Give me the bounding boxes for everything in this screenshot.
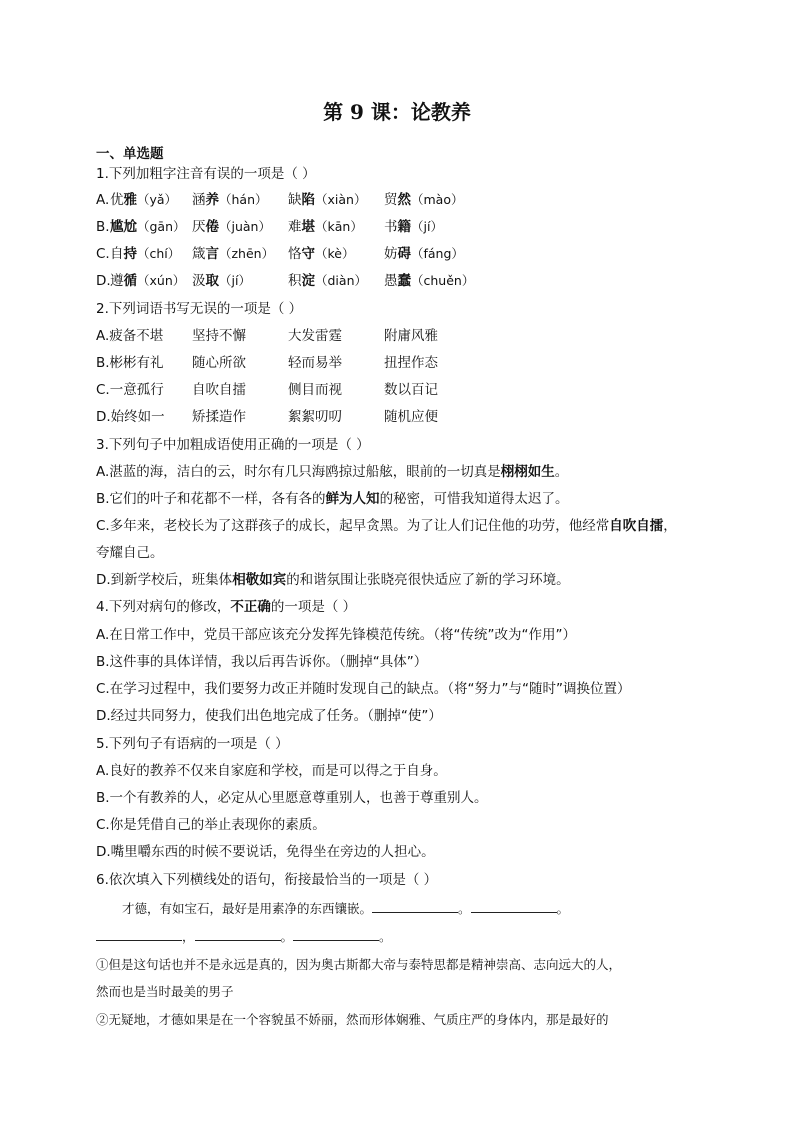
word-item: 随心所欲 (192, 355, 246, 371)
pinyin-text: （chuěn） (411, 273, 475, 288)
word-item: 扭捏作态 (384, 355, 438, 371)
question-3-option-a (96, 463, 568, 481)
pinyin-text: （jí） (219, 273, 251, 288)
pinyin-item (110, 218, 186, 236)
word-item: 随机应便 (384, 409, 438, 425)
page-title: 第 9 课：论教养 (323, 100, 471, 124)
question-4-stem (96, 598, 356, 616)
option-text: 。 (554, 464, 569, 480)
option-label: B. (96, 219, 110, 235)
char-text: 涵 (192, 192, 206, 208)
bold-char: 守 (301, 246, 315, 262)
bold-char: 淀 (301, 273, 315, 289)
pinyin-item (110, 191, 177, 209)
bold-char: 言 (205, 246, 219, 262)
bold-char: 雅 (123, 192, 137, 208)
bold-idiom: 自吹自擂 (609, 518, 664, 534)
bold-char: 蠢 (397, 273, 411, 289)
question-4-option-b: B.这件事的具体详情，我以后再告诉你。（删掉“具体”） (96, 654, 428, 670)
pinyin-text: （juàn） (219, 219, 271, 234)
option-text: C.多年来，老校长为了这群孩子的成长，起早贪黑。为了让人们记住他的功劳，他经常 (96, 518, 610, 534)
word-item: 数以百记 (384, 382, 438, 398)
bold-idiom: 鲜为人知 (325, 491, 380, 507)
option-text: ， (663, 518, 677, 534)
pinyin-item (192, 272, 251, 290)
fill-blank (372, 901, 458, 913)
char-text: 厌 (192, 219, 206, 235)
question-3-option-b (96, 490, 569, 508)
question-5-option-a: A.良好的教养不仅来自家庭和学校，而是可以得之于自身。 (96, 763, 447, 779)
pinyin-item (192, 218, 271, 236)
section-heading: 一、单选题 (96, 146, 164, 162)
bold-char: 倦 (205, 219, 219, 235)
char-text: 尴尬 (110, 219, 137, 235)
question-3-option-d (96, 571, 570, 589)
bold-idiom: 栩栩如生 (500, 464, 555, 480)
bold-char: 然 (397, 192, 411, 208)
stem-text: 4.下列对病句的修改， (96, 599, 231, 615)
word-item: 絮絮叨叨 (288, 409, 342, 425)
pinyin-item (192, 245, 274, 263)
bold-keyword: 不正确 (230, 599, 271, 615)
pinyin-item (288, 272, 367, 290)
pinyin-item (110, 272, 185, 290)
pinyin-text: （mào） (411, 192, 464, 207)
fill-blank (471, 901, 557, 913)
pinyin-text: （diàn） (315, 273, 367, 288)
char-text: 优 (110, 192, 124, 208)
option-text: 的秘密，可惜我知道得太迟了。 (379, 491, 569, 507)
pinyin-text: （kè） (315, 246, 355, 261)
word-item: 大发雷霆 (288, 328, 342, 344)
pinyin-text: （jí） (411, 219, 443, 234)
question-1-stem: 1.下列加粗字注音有误的一项是（ ） (96, 166, 316, 182)
option-label: C. (96, 246, 110, 262)
stem-text: 的一项是（ ） (270, 599, 357, 615)
bold-char: 养 (205, 192, 219, 208)
option-text: 的和谐氛围让张晓亮很快适应了新的学习环境。 (286, 572, 570, 588)
word-item: 自吹自擂 (192, 382, 246, 398)
fill-blank (96, 929, 182, 941)
word-item: 轻而易举 (288, 355, 342, 371)
option-text: D.到新学校后，班集体 (96, 572, 233, 588)
question-6-item-1: ①但是这句话也并不是永远是真的，因为奥古斯都大帝与泰特思都是精神崇高、志向远大的人， (96, 957, 622, 972)
pinyin-text: （xiàn） (315, 192, 367, 207)
bold-char: 堪 (301, 219, 315, 235)
pinyin-item (384, 218, 443, 236)
bold-char: 持 (123, 246, 137, 262)
bold-idiom: 相敬如宾 (232, 572, 287, 588)
option-label: A. (96, 192, 110, 208)
char-text: 积 (288, 273, 302, 289)
question-6-stem: 6.依次填入下列横线处的语句，衔接最恰当的一项是（ ） (96, 872, 438, 888)
char-text: 妨 (384, 246, 398, 262)
fill-blank (195, 929, 281, 941)
char-text: 恪 (288, 246, 302, 262)
char-text: 汲 (192, 273, 206, 289)
question-5-stem: 5.下列句子有语病的一项是（ ） (96, 736, 289, 752)
pinyin-item (288, 218, 363, 236)
word-item: D.始终如一 (96, 409, 165, 425)
question-4-option-d: D.经过共同努力，使我们出色地完成了任务。（删掉“使”） (96, 708, 442, 724)
pinyin-item (192, 191, 268, 209)
option-label: D. (96, 273, 111, 289)
word-item: 矫揉造作 (192, 409, 246, 425)
word-item: 附庸风雅 (384, 328, 438, 344)
option-text: B.它们的叶子和花都不一样，各有各的 (96, 491, 326, 507)
question-4-option-c: C.在学习过程中，我们要努力改正并随时发现自己的缺点。（将“努力”与“随时”调换位置） (96, 681, 631, 697)
word-item: A.疲备不堪 (96, 328, 164, 344)
question-3-stem: 3.下列句子中加粗成语使用正确的一项是（ ） (96, 437, 370, 453)
question-5-option-c: C.你是凭借自己的举止表现你的素质。 (96, 817, 326, 833)
char-text: 遵 (110, 273, 124, 289)
bold-char: 陷 (301, 192, 315, 208)
char-text: 缺 (288, 192, 302, 208)
pinyin-text: （yǎ） (137, 192, 178, 207)
question-6-item-1-cont: 然而也是当时最美的男子 (96, 984, 234, 999)
pinyin-item (288, 191, 366, 209)
word-item: B.彬彬有礼 (96, 355, 164, 371)
question-3-option-c (96, 517, 677, 535)
question-4-option-a: A.在日常工作中，党员干部应该充分发挥先锋模范传统。（将“传统”改为“作用”） (96, 627, 577, 643)
question-3-option-c-cont: 夸耀自己。 (96, 545, 164, 561)
bold-char: 循 (123, 273, 137, 289)
pinyin-item (384, 272, 474, 290)
pinyin-item (288, 245, 354, 263)
pinyin-text: （fáng） (411, 246, 464, 261)
question-6-passage-cont: ， 。 。 (96, 928, 392, 946)
pinyin-text: （kān） (315, 219, 363, 234)
pinyin-text: （chí） (137, 246, 181, 261)
word-item: C.一意孤行 (96, 382, 164, 398)
bold-char: 籍 (397, 219, 411, 235)
char-text: 自 (110, 246, 124, 262)
bold-char: 取 (205, 273, 219, 289)
word-item: 侧目而视 (288, 382, 342, 398)
question-6-item-2: ②无疑地，才德如果是在一个容貌虽不娇丽，然而形体娴雅、气质庄严的身体内，那是最好的 (96, 1012, 609, 1027)
char-text: 愚 (384, 273, 398, 289)
pinyin-text: （hán） (219, 192, 268, 207)
char-text: 箴 (192, 246, 206, 262)
pinyin-text: （xún） (137, 273, 186, 288)
char-text: 贸 (384, 192, 398, 208)
question-6-passage: 才德，有如宝石，最好是用素净的东西镶嵌。 。 。 (122, 901, 570, 916)
question-5-option-d: D.嘴里嚼东西的时候不要说话，免得坐在旁边的人担心。 (96, 844, 435, 860)
char-text: 书 (384, 219, 398, 235)
fill-blank (293, 929, 379, 941)
option-text: A.湛蓝的海，洁白的云，时尔有几只海鸥掠过船舷，眼前的一切真是 (96, 464, 501, 480)
pinyin-text: （gān） (137, 219, 186, 234)
pinyin-text: （zhēn） (219, 246, 275, 261)
pinyin-item (110, 245, 180, 263)
word-item: 坚持不懈 (192, 328, 246, 344)
question-5-option-b: B.一个有教养的人，必定从心里愿意尊重别人，也善于尊重别人。 (96, 790, 488, 806)
char-text: 难 (288, 219, 302, 235)
pinyin-item (384, 191, 463, 209)
pinyin-item (384, 245, 464, 263)
question-2-stem: 2.下列词语书写无误的一项是（ ） (96, 301, 303, 317)
passage-text: 才德，有如宝石，最好是用素净的东西镶嵌。 (122, 901, 373, 916)
bold-char: 碍 (397, 246, 411, 262)
